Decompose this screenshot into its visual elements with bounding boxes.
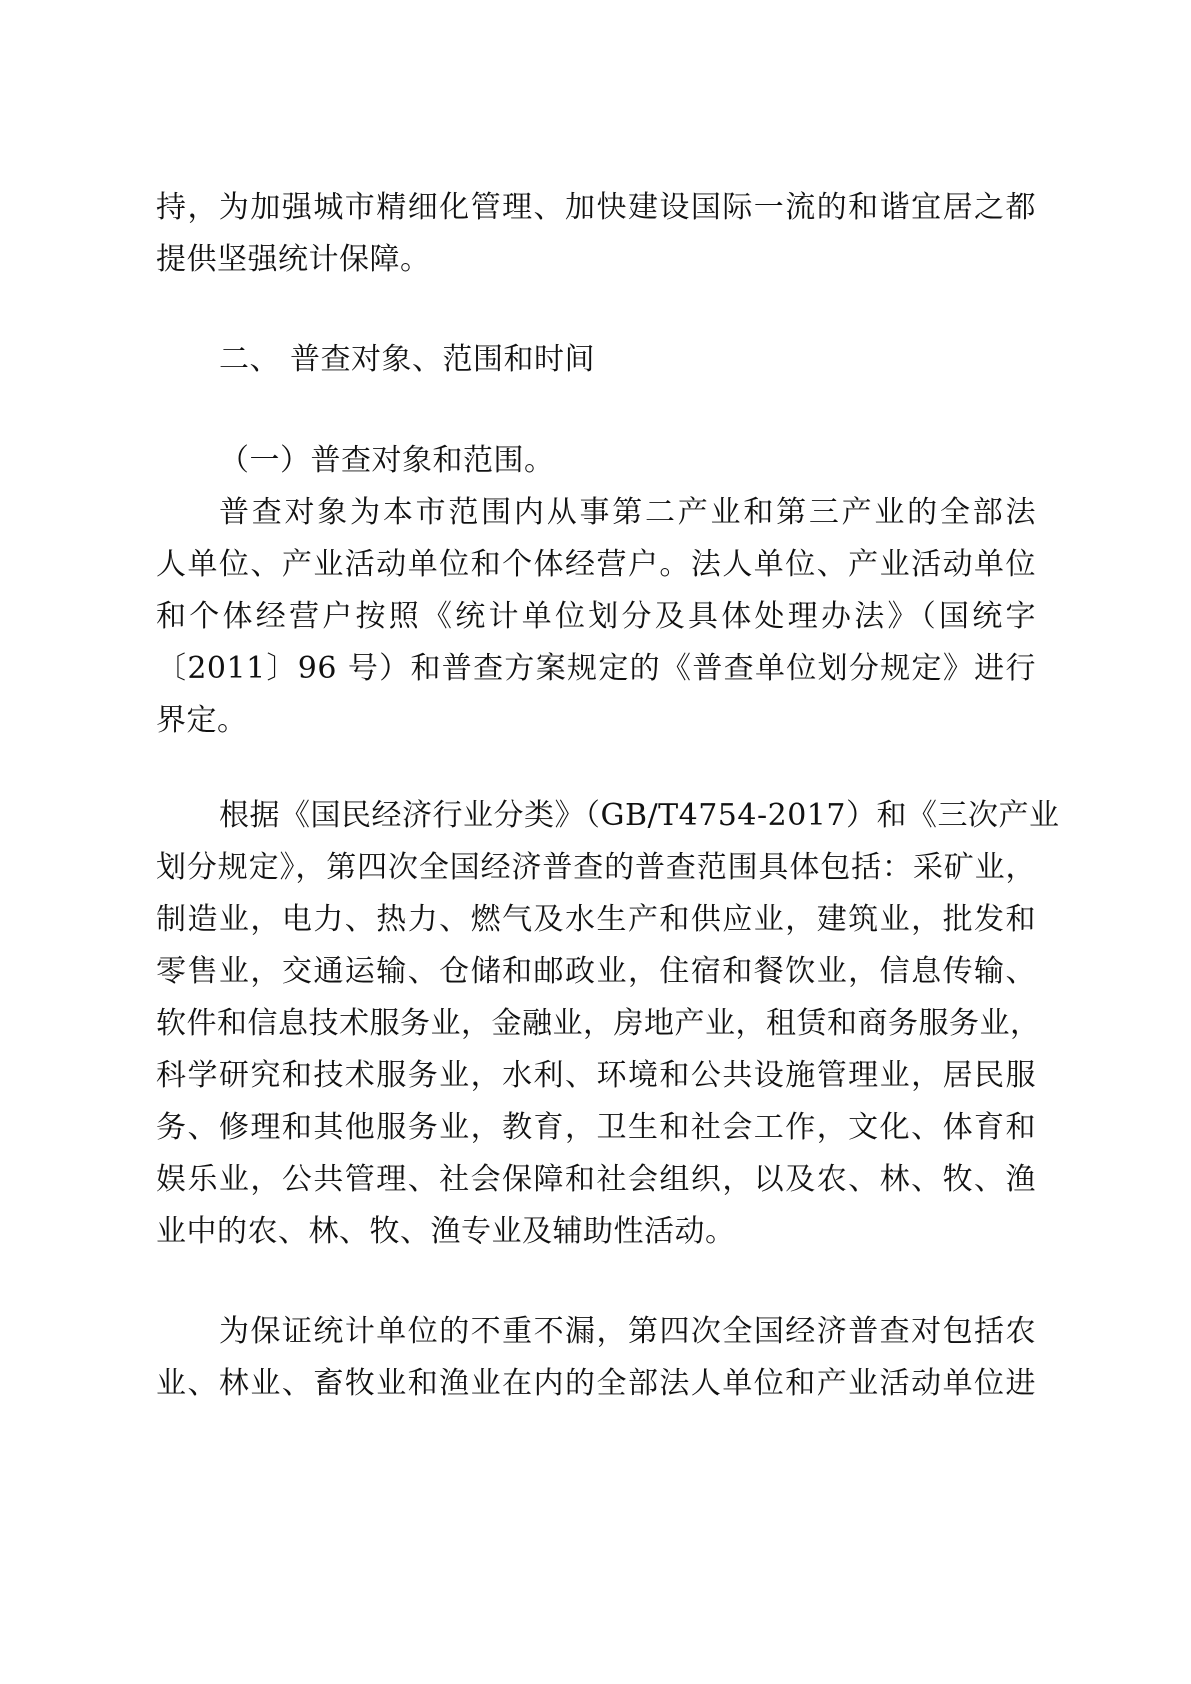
section-heading: 二、 普查对象、范围和时间 <box>219 342 596 377</box>
text-line: 和个体经营户按照《统计单位划分及具体处理办法》（国统字 <box>156 599 1036 634</box>
text-line: 软件和信息技术服务业，金融业，房地产业，租赁和商务服务业， <box>156 1006 1041 1041</box>
text-line: 制造业，电力、热力、燃气及水生产和供应业，建筑业，批发和 <box>156 902 1036 937</box>
text-line: 零售业，交通运输、仓储和邮政业，住宿和餐饮业，信息传输、 <box>156 954 1036 989</box>
text-line: 为保证统计单位的不重不漏，第四次全国经济普查对包括农 <box>219 1314 1036 1349</box>
text-line: 划分规定》，第四次全国经济普查的普查范围具体包括：采矿业， <box>156 850 1036 885</box>
text-line: 根据《国民经济行业分类》（GB/T4754-2017）和《三次产业 <box>219 798 1060 833</box>
text-line: 〔2011〕96 号）和普查方案规定的《普查单位划分规定》进行 <box>156 651 1036 686</box>
text-line: 科学研究和技术服务业，水利、环境和公共设施管理业，居民服 <box>156 1058 1036 1093</box>
text-line: 界定。 <box>156 703 248 738</box>
text-line: 提供坚强统计保障。 <box>156 242 431 277</box>
text-line: 普查对象为本市范围内从事第二产业和第三产业的全部法 <box>219 495 1036 530</box>
text-line: 持，为加强城市精细化管理、加快建设国际一流的和谐宜居之都 <box>156 190 1036 225</box>
text-line: 业中的农、林、牧、渔专业及辅助性活动。 <box>156 1214 736 1249</box>
text-line: 业、林业、畜牧业和渔业在内的全部法人单位和产业活动单位进 <box>156 1366 1036 1401</box>
text-line: 人单位、产业活动单位和个体经营户。法人单位、产业活动单位 <box>156 547 1036 582</box>
text-line: 娱乐业，公共管理、社会保障和社会组织，以及农、林、牧、渔 <box>156 1162 1036 1197</box>
subsection-heading: （一）普查对象和范围。 <box>219 443 555 478</box>
text-line: 务、修理和其他服务业，教育，卫生和社会工作，文化、体育和 <box>156 1110 1036 1145</box>
